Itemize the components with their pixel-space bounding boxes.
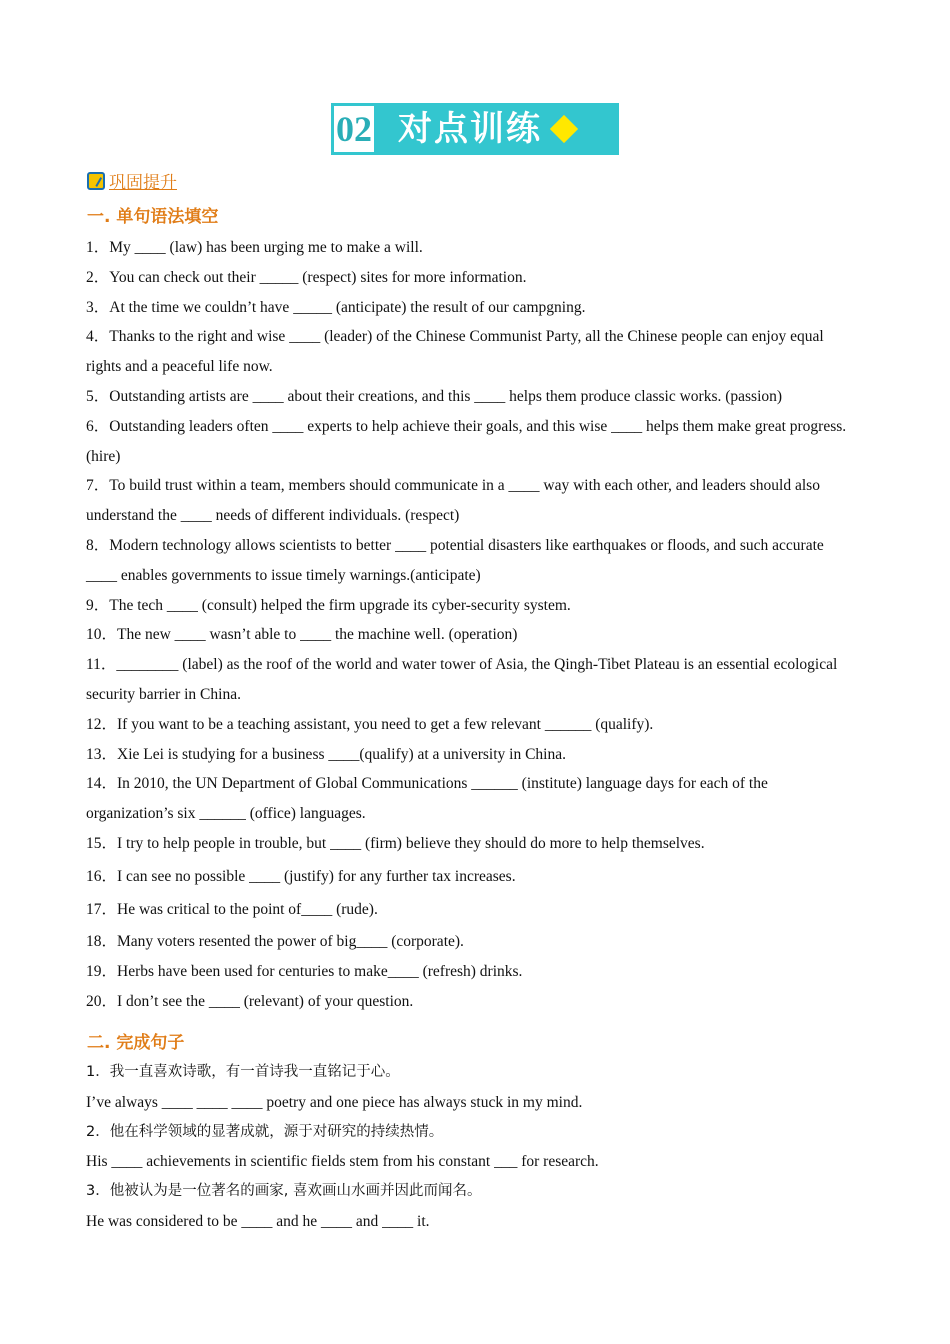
english-sentence: I’ve always ____ ____ ____ poetry and one piece has always stuck in my mind.	[86, 1093, 583, 1111]
exercise-item: 5．Outstanding artists are ____ about their creations, and this ____ helps them produce classic works. (passion)	[86, 387, 783, 405]
exercise-item: 16．I can see no possible ____ (justify) for any further tax increases.	[86, 867, 516, 885]
exercise-item: 4．Thanks to the right and wise ____ (leader) of the Chinese Communist Party, all the Chinese people can enjoy equal rights and a peaceful life now.	[86, 328, 824, 376]
chinese-prompt: 1．我一直喜欢诗歌，有一首诗我一直铭记于心。	[86, 1064, 400, 1080]
section-banner	[331, 103, 619, 155]
exercise-item: 14．In 2010, the UN Department of Global Communications ______ (institute) language days for each of the organization’s six ______ (office) languages.	[86, 775, 768, 823]
exercise-item: 12．If you want to be a teaching assistant, you need to get a few relevant ______ (qualify).	[86, 715, 654, 733]
english-sentence: He was considered to be ____ and he ____ and ____ it.	[86, 1212, 430, 1230]
section2-list	[86, 1058, 856, 1237]
exercise-item: 18．Many voters resented the power of big____ (corporate).	[86, 933, 464, 951]
exercise-item: 2．You can check out their _____ (respect) sites for more information.	[86, 268, 527, 286]
diamond-icon	[550, 115, 578, 143]
chinese-prompt: 2．他在科学领域的显著成就，源于对研究的持续热情。	[86, 1123, 444, 1140]
english-sentence: His ____ achievements in scientific fields stem from his constant ___ for research.	[86, 1153, 599, 1171]
exercise-item: 17．He was critical to the point of____ (rude).	[86, 900, 378, 918]
exercise-item: 20．I don’t see the ____ (relevant) of your question.	[86, 992, 414, 1010]
exercise-item: 9．The tech ____ (consult) helped the firm upgrade its cyber-security system.	[86, 596, 571, 614]
subheading-label: 巩固提升	[109, 173, 177, 193]
banner-number: 02	[334, 106, 374, 152]
exercise-item: 13．Xie Lei is studying for a business ____(qualify) at a university in China.	[86, 745, 566, 763]
section2-title: 二. 完成句子	[87, 1033, 185, 1053]
exercise-item: 15．I try to help people in trouble, but ____ (firm) believe they should do more to help themselves.	[86, 834, 705, 852]
exercise-item: 6．Outstanding leaders often ____ experts to help achieve their goals, and this wise ____ helps them make great progress. (hire)	[86, 417, 847, 465]
exercise-item: 19．Herbs have been used for centuries to make____ (refresh) drinks.	[86, 963, 523, 981]
exercise-item: 8．Modern technology allows scientists to better ____ potential disasters like earthquakes or floods, and such accurate ____ enables governments to issue timely warnings.(anticipate)	[86, 536, 824, 584]
exercise-item: 10．The new ____ wasn’t able to ____ the machine well. (operation)	[86, 626, 518, 644]
section1-title: 一. 单句语法填空	[87, 207, 219, 227]
subheading	[87, 168, 177, 193]
exercise-item: 3．At the time we couldn’t have _____ (anticipate) the result of our campgning.	[86, 298, 586, 316]
exercise-item: 7．To build trust within a team, members should communicate in a ____ way with each other, and leaders should also understand the ____ needs of different individuals. (respect)	[86, 477, 820, 525]
exercise-item: 1．My ____ (law) has been urging me to make a will.	[86, 239, 423, 256]
chinese-prompt: 3．他被认为是一位著名的画家, 喜欢画山水画并因此而闻名。	[86, 1183, 482, 1200]
banner-title: 对点训练	[398, 109, 542, 149]
exercise-item: 11．________ (label) as the roof of the world and water tower of Asia, the Qingh-Tibet Plateau is an essential ecological security barrier in China.	[86, 656, 838, 703]
notebook-icon	[87, 172, 105, 190]
section1-list	[86, 233, 856, 1017]
